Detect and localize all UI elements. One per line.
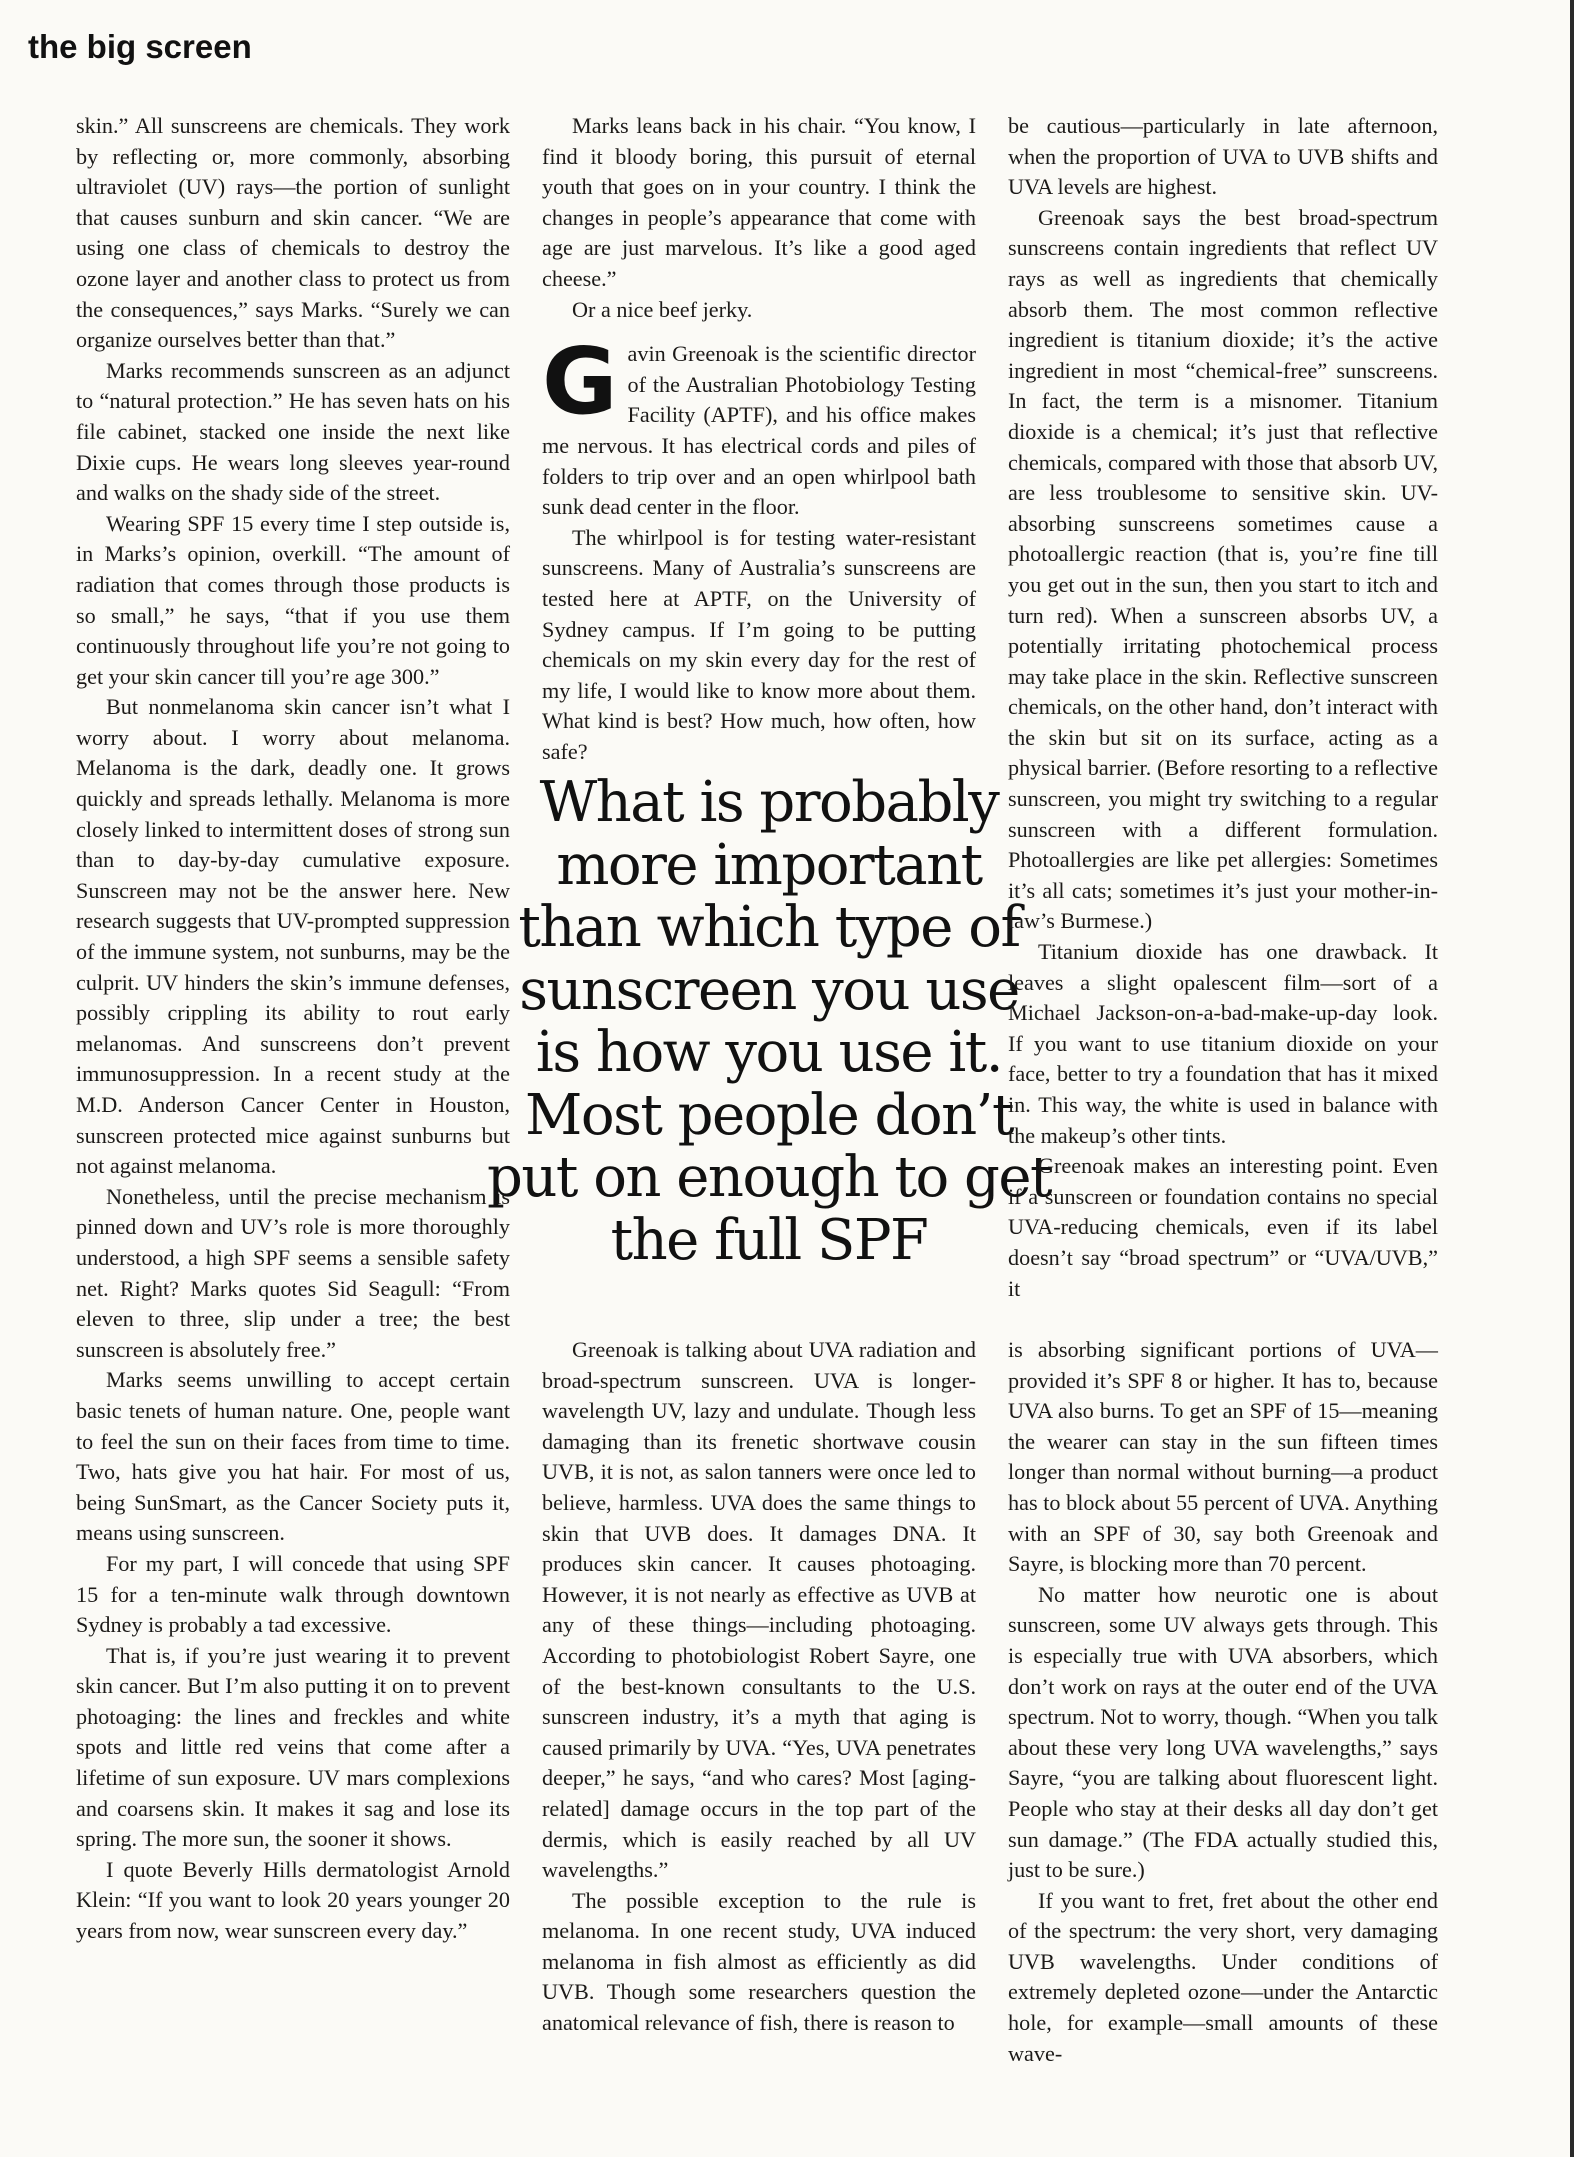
paragraph: be cautious—particularly in late afternoon, when the proportion of UVA to UVB shifts and UVA levels are highest. [1008,113,1438,200]
paragraph: Wearing SPF 15 every time I step outside is, in Marks’s opinion, overkill. “The amount of radiation that comes through those products is so small,” he says, “that if you use them continuously throughout life you’re not going to get your skin cancer till you’re age 300.” [76,510,510,689]
paragraph: Or a nice beef jerky. [572,296,753,322]
text-column-2-bottom [542,1335,976,2039]
pull-quote-line: What is probably [539,770,999,835]
paragraph: For my part, I will concede that using SPF 15 for a ten-minute walk through downtown Sydney is probably a tad excessive. [76,1550,510,1638]
paragraph: Nonetheless, until the precise mechanism is pinned down and UV’s role is more thoroughly understood, a high SPF seems a sensible safety net. Right? Marks quotes Sid Seagull: “From eleven to three, slip under a tree; the best sunscreen is absolutely free.” [76,1183,510,1362]
paragraph: No matter how neurotic one is about sunscreen, some UV always gets through. This is especially true with UVA absorbers, which don’t work on rays at the outer end of the UVA spectrum. Not to worry, though. “When you talk about these very long UVA wavelengths,” says Sayre, “you are talking about fluorescent light. People who stay at their desks all day don’t get sun damage.” (The FDA actually studied this, just to be sure.) [1008,1581,1438,1883]
section-title: the big screen [28,28,252,65]
text-column-2-top [542,111,976,767]
text-column-3-top [1008,111,1438,1304]
paragraph: The whirlpool is for testing water-resistant sunscreens. Many of Australia’s sunscreens are tested here at APTF, on the University of Sydney campus. If I’m going to be putting chemicals on my skin every day for the rest of my life, I would like to know more about them. What kind is best? How much, how often, how safe? [542,524,976,764]
pull-quote-line: Most people don’t [525,1082,1013,1148]
paragraph: Marks leans back in his chair. “You know, I find it bloody boring, this pursuit of eternal youth that goes on in your country. I think the changes in people’s appearance that come with age are just marvelous. It’s like a good aged cheese.” [542,113,976,291]
paragraph: I quote Beverly Hills dermatologist Arnold Klein: “If you want to look 20 years younger 20 years from now, wear sunscreen every day.” [76,1856,510,1944]
paragraph: Greenoak is talking about UVA radiation and broad-spectrum sunscreen. UVA is longer-wavelength UV, lazy and undulate. Though less damaging than its frenetic shortwave cousin UVB, it is not, as salon tanners were once led to believe, harmless. UVA does the same things to skin that UVB does. It damages DNA. It produces skin cancer. It causes photoaging. However, it is not nearly as effective as UVB at any of these things—including photoaging. According to photobiologist Robert Sayre, one of the best-known consultants to the U.S. sunscreen industry, it’s a myth that aging is caused primarily by UVA. “Yes, UVA penetrates deeper,” he says, “and who cares? Most [aging-related] damage occurs in the top part of the dermis, which is easily reached by all UV wavelengths.” [542,1337,976,1883]
paragraph: If you want to fret, fret about the other end of the spectrum: the very short, very damaging UVB wavelengths. Under conditions of extremely depleted ozone—under the Antarctic hole, for example—small amounts of these wave- [1008,1887,1438,2066]
paragraph: Titanium dioxide has one drawback. It leaves a slight opalescent film—sort of a Michael Jackson-on-a-bad-make-up-day look. If you want to use titanium dioxide on your face, better to try a foundation that has it mixed in. This way, the white is used in balance with the makeup’s other tints. [1008,939,1438,1148]
paragraph: Greenoak says the best broad-spectrum sunscreens contain ingredients that reflect UV rays as well as ingredients that chemically absorb them. The most common reflective ingredient is titanium dioxide; it’s the active ingredient in most “chemical-free” sunscreens. In fact, the term is a misnomer. Titanium dioxide is a chemical; it’s just that reflective chemicals, compared with those that absorb UV, are less troublesome to sensitive skin. UV-absorbing sunscreens sometimes cause a photoallergic reaction (that is, you’re fine till you get out in the sun, then you start to itch and turn red). When a sunscreen absorbs UV, a potentially irritating photochemical process may take place in the skin. Reflective sunscreen chemicals, on the other hand, don’t interact with the skin but sit on its surface, acting as a physical barrier. (Before resorting to a reflective sunscreen, you might try switching to a regular sunscreen with a different formulation. Photoallergies are like pet allergies: Sometimes it’s all cats; sometimes it’s just your mother-in-law’s Burmese.) [1008,204,1438,934]
pull-quote-line: is how you use it. [535,1020,1003,1085]
text-column-3-bottom [1008,1335,1438,2069]
pull-quote-line: sunscreen you use [519,957,1019,1023]
pull-quote-line: the full SPF [610,1207,928,1273]
paragraph: That is, if you’re just wearing it to prevent skin cancer. But I’m also putting it on to prevent photoaging: the lines and freckles and white spots and little red veins that come after a lifetime of sun exposure. UV mars complexions and coarsens skin. It makes it sag and lose its spring. The more sun, the sooner it shows. [76,1642,510,1852]
pull-quote-line: put on enough to get [486,1145,1051,1210]
paragraph [542,328,976,523]
paragraph: The possible exception to the rule is melanoma. In one recent study, UVA induced melanoma in fish almost as efficiently as did UVB. Though some researchers question the anatomical relevance of fish, there is reason to [542,1887,976,2036]
pull-quote-line: than which type of [518,895,1020,960]
paragraph: skin.” All sunscreens are chemicals. They work by reflecting or, more commonly, absorbing ultraviolet (UV) rays—the portion of sunlight that causes sunburn and skin cancer. “We are using one class of chemicals to destroy the ozone layer and another class to protect us from the consequences,” says Marks. “Surely we can organize ourselves better than that.” [76,113,510,353]
pull-quote-line: more important [556,832,982,898]
paragraph: Marks recommends sunscreen as an adjunct to “natural protection.” He has seven hats on his file cabinet, stacked one inside the next like Dixie cups. He wears long sleeves year-round and walks on the shady side of the street. [76,357,510,506]
paragraph: is absorbing significant portions of UVA—provided it’s SPF 8 or higher. It has to, because UVA also burns. To get an SPF of 15—meaning the wearer can stay in the sun fifteen times longer than normal without burning—a product has to block about 55 percent of UVA. Anything with an SPF of 30, say both Greenoak and Sayre, is blocking more than 70 percent. [1008,1337,1438,1577]
pull-quote [462,772,1076,1272]
paragraph: But nonmelanoma skin cancer isn’t what I worry about. I worry about melanoma. Melanoma is the dark, deadly one. It grows quickly and spreads lethally. Melanoma is more closely linked to intermittent doses of strong sun than to day-by-day cumulative exposure. Sunscreen may not be the answer here. New research suggests that UV-prompted suppression of the immune system, not sunburns, may be the culprit. UV hinders the skin’s immune defenses, possibly crippling its ability to rout early melanomas. And sunscreens don’t prevent immunosuppression. In a recent study at the M.D. Anderson Cancer Center in Houston, sunscreen protected mice against sunburns but not against melanoma. [76,694,510,1179]
paragraph-text: avin Greenoak is the scientific director of the Australian Photobiology Testing Facility (APTF), and his office makes me nervous. It has electrical cords and piles of folders to trip over and an open whirlpool bath sunk dead center in the floor. [542,341,976,520]
paragraph: Greenoak makes an interesting point. Even if a sunscreen or foundation contains no special UVA-reducing chemicals, even if its label doesn’t say “broad spectrum” or “UVA/UVB,” it [1008,1153,1438,1301]
page-edge-divider [1570,0,1574,2157]
paragraph: Marks seems unwilling to accept certain basic tenets of human nature. One, people want to feel the sun on their faces from time to time. Two, hats give you hat hair. For most of us, being SunSmart, as the Cancer Society puts it, means using sunscreen. [76,1367,510,1546]
drop-cap: G [542,328,618,436]
text-column-1 [76,111,510,1947]
